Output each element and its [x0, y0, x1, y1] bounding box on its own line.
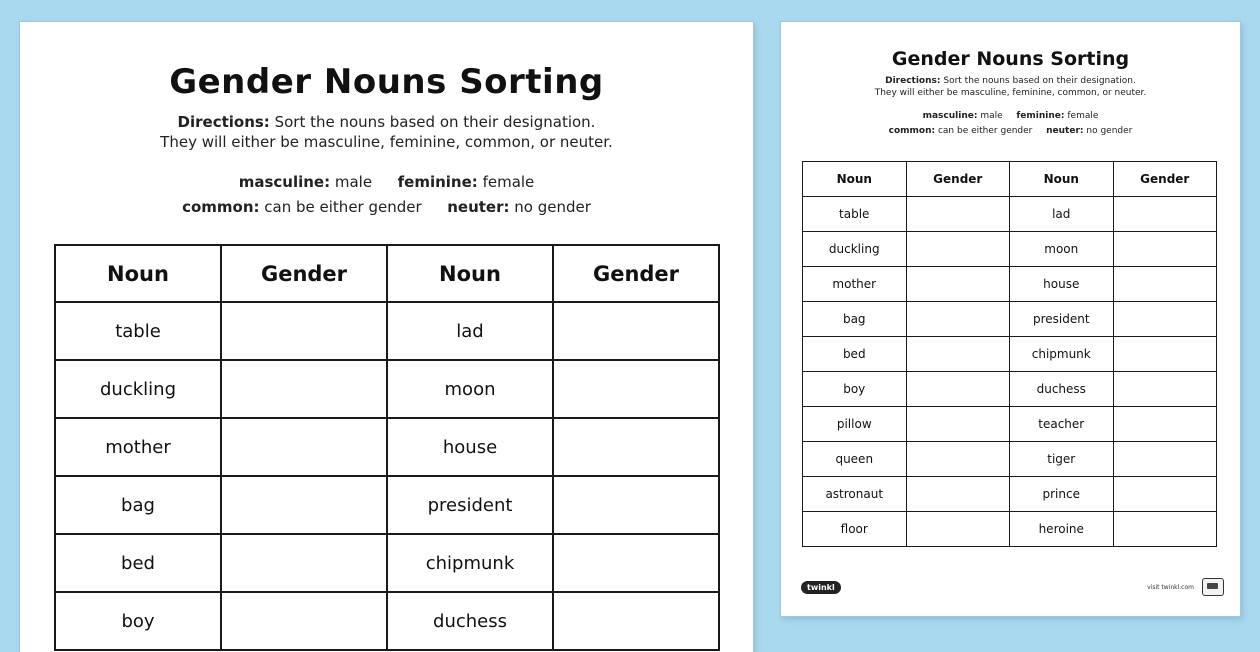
gender-answer-cell	[1113, 267, 1217, 302]
directions-text: Sort the nouns based on their designation.	[274, 113, 596, 131]
legend-neuter-label: neuter:	[1046, 126, 1084, 136]
gender-answer-cell	[906, 302, 1010, 337]
legend-neuter-label: neuter:	[447, 198, 510, 216]
sorting-table	[802, 161, 1217, 547]
gender-answer-cell	[906, 267, 1010, 302]
table-row	[803, 232, 1217, 267]
gender-answer-cell	[906, 337, 1010, 372]
gender-answer-cell	[221, 476, 387, 534]
worksheet-title: Gender Nouns Sorting	[169, 62, 604, 102]
table-body-large	[55, 302, 719, 650]
legend-masculine-value: male	[980, 111, 1003, 121]
noun-cell: bed	[55, 534, 221, 592]
gender-answer-cell	[221, 302, 387, 360]
gender-answer-cell	[553, 534, 719, 592]
gender-answer-cell	[906, 477, 1010, 512]
noun-cell: moon	[387, 360, 553, 418]
legend-feminine-label: feminine:	[1016, 111, 1065, 121]
gender-answer-cell	[1113, 372, 1217, 407]
gender-answer-cell	[553, 592, 719, 650]
legend-feminine-value: female	[482, 173, 535, 191]
header-noun-1: Noun	[55, 245, 221, 302]
gender-answer-cell	[221, 534, 387, 592]
gender-answer-cell	[553, 302, 719, 360]
gender-answer-cell	[906, 372, 1010, 407]
gender-answer-cell	[906, 407, 1010, 442]
table-row	[55, 534, 719, 592]
table-row	[55, 476, 719, 534]
gender-legend	[20, 170, 753, 220]
gender-answer-cell	[1113, 302, 1217, 337]
noun-cell: house	[387, 418, 553, 476]
directions-line2: They will either be masculine, feminine, common, or neuter.	[160, 133, 613, 151]
worksheet-title: Gender Nouns Sorting	[891, 48, 1130, 70]
noun-cell: prince	[1010, 477, 1114, 512]
noun-cell: chipmunk	[1010, 337, 1114, 372]
gender-answer-cell	[1113, 477, 1217, 512]
gender-answer-cell	[221, 360, 387, 418]
directions-text: Sort the nouns based on their designation.	[943, 76, 1136, 86]
noun-cell: duckling	[803, 232, 907, 267]
noun-cell: heroine	[1010, 512, 1114, 547]
worksheet-directions	[20, 112, 753, 152]
table-row	[803, 407, 1217, 442]
gender-answer-cell	[1113, 337, 1217, 372]
noun-cell: president	[1010, 302, 1114, 337]
sorting-table	[54, 244, 720, 651]
table-row	[55, 418, 719, 476]
gender-answer-cell	[221, 418, 387, 476]
noun-cell: astronaut	[803, 477, 907, 512]
gender-answer-cell	[1113, 407, 1217, 442]
noun-cell: bed	[803, 337, 907, 372]
noun-cell: tiger	[1010, 442, 1114, 477]
noun-cell: bag	[55, 476, 221, 534]
noun-cell: lad	[1010, 197, 1114, 232]
noun-cell: house	[1010, 267, 1114, 302]
noun-cell: duchess	[1010, 372, 1114, 407]
table-row	[803, 337, 1217, 372]
noun-cell: teacher	[1010, 407, 1114, 442]
gender-legend	[781, 109, 1240, 139]
gender-answer-cell	[906, 442, 1010, 477]
legend-common-value: can be either gender	[264, 198, 422, 216]
table-row	[803, 197, 1217, 232]
noun-cell: queen	[803, 442, 907, 477]
gender-answer-cell	[906, 512, 1010, 547]
gender-answer-cell	[906, 232, 1010, 267]
table-row	[803, 477, 1217, 512]
noun-cell: bag	[803, 302, 907, 337]
table-header-row	[803, 162, 1217, 197]
noun-cell: table	[55, 302, 221, 360]
noun-cell: mother	[803, 267, 907, 302]
noun-cell: duckling	[55, 360, 221, 418]
legend-common-label: common:	[888, 126, 936, 136]
noun-cell: boy	[55, 592, 221, 650]
noun-cell: chipmunk	[387, 534, 553, 592]
legend-common-value: can be either gender	[937, 126, 1033, 136]
header-noun-2: Noun	[1010, 162, 1114, 197]
legend-feminine-label: feminine:	[397, 173, 478, 191]
legend-masculine-label: masculine:	[922, 111, 978, 121]
gender-answer-cell	[221, 592, 387, 650]
noun-cell: president	[387, 476, 553, 534]
table-body-small	[803, 197, 1217, 547]
gender-answer-cell	[1113, 232, 1217, 267]
worksheet-directions	[781, 75, 1240, 99]
gender-answer-cell	[1113, 512, 1217, 547]
table-row	[55, 360, 719, 418]
noun-cell: lad	[387, 302, 553, 360]
table-row	[55, 302, 719, 360]
table-row	[55, 592, 719, 650]
gender-answer-cell	[553, 418, 719, 476]
gender-answer-cell	[553, 476, 719, 534]
gender-answer-cell	[906, 197, 1010, 232]
worksheet-preview-large	[20, 22, 753, 652]
noun-cell: floor	[803, 512, 907, 547]
table-row	[803, 302, 1217, 337]
gender-answer-cell	[1113, 197, 1217, 232]
table-row	[803, 512, 1217, 547]
noun-cell: moon	[1010, 232, 1114, 267]
legend-feminine-value: female	[1067, 111, 1099, 121]
legend-neuter-value: no gender	[1086, 126, 1133, 136]
footer-url: visit twinkl.com	[1147, 584, 1194, 591]
legend-masculine-value: male	[334, 173, 373, 191]
twinkl-logo: twinkl	[801, 581, 841, 594]
header-noun-2: Noun	[387, 245, 553, 302]
table-row	[803, 372, 1217, 407]
noun-cell: table	[803, 197, 907, 232]
legend-common-label: common:	[182, 198, 260, 216]
header-gender-2: Gender	[553, 245, 719, 302]
badge-icon	[1202, 578, 1224, 596]
legend-masculine-label: masculine:	[238, 173, 331, 191]
header-noun-1: Noun	[803, 162, 907, 197]
noun-cell: mother	[55, 418, 221, 476]
legend-neuter-value: no gender	[514, 198, 591, 216]
directions-label: Directions:	[885, 76, 941, 86]
table-row	[803, 267, 1217, 302]
table-header-row	[55, 245, 719, 302]
noun-cell: duchess	[387, 592, 553, 650]
header-gender-1: Gender	[221, 245, 387, 302]
header-gender-1: Gender	[906, 162, 1010, 197]
worksheet-preview-small	[781, 22, 1240, 616]
table-row	[803, 442, 1217, 477]
gender-answer-cell	[1113, 442, 1217, 477]
noun-cell: pillow	[803, 407, 907, 442]
noun-cell: boy	[803, 372, 907, 407]
directions-line2: They will either be masculine, feminine, common, or neuter.	[874, 88, 1147, 98]
gender-answer-cell	[553, 360, 719, 418]
directions-label: Directions:	[177, 113, 270, 131]
header-gender-2: Gender	[1113, 162, 1217, 197]
